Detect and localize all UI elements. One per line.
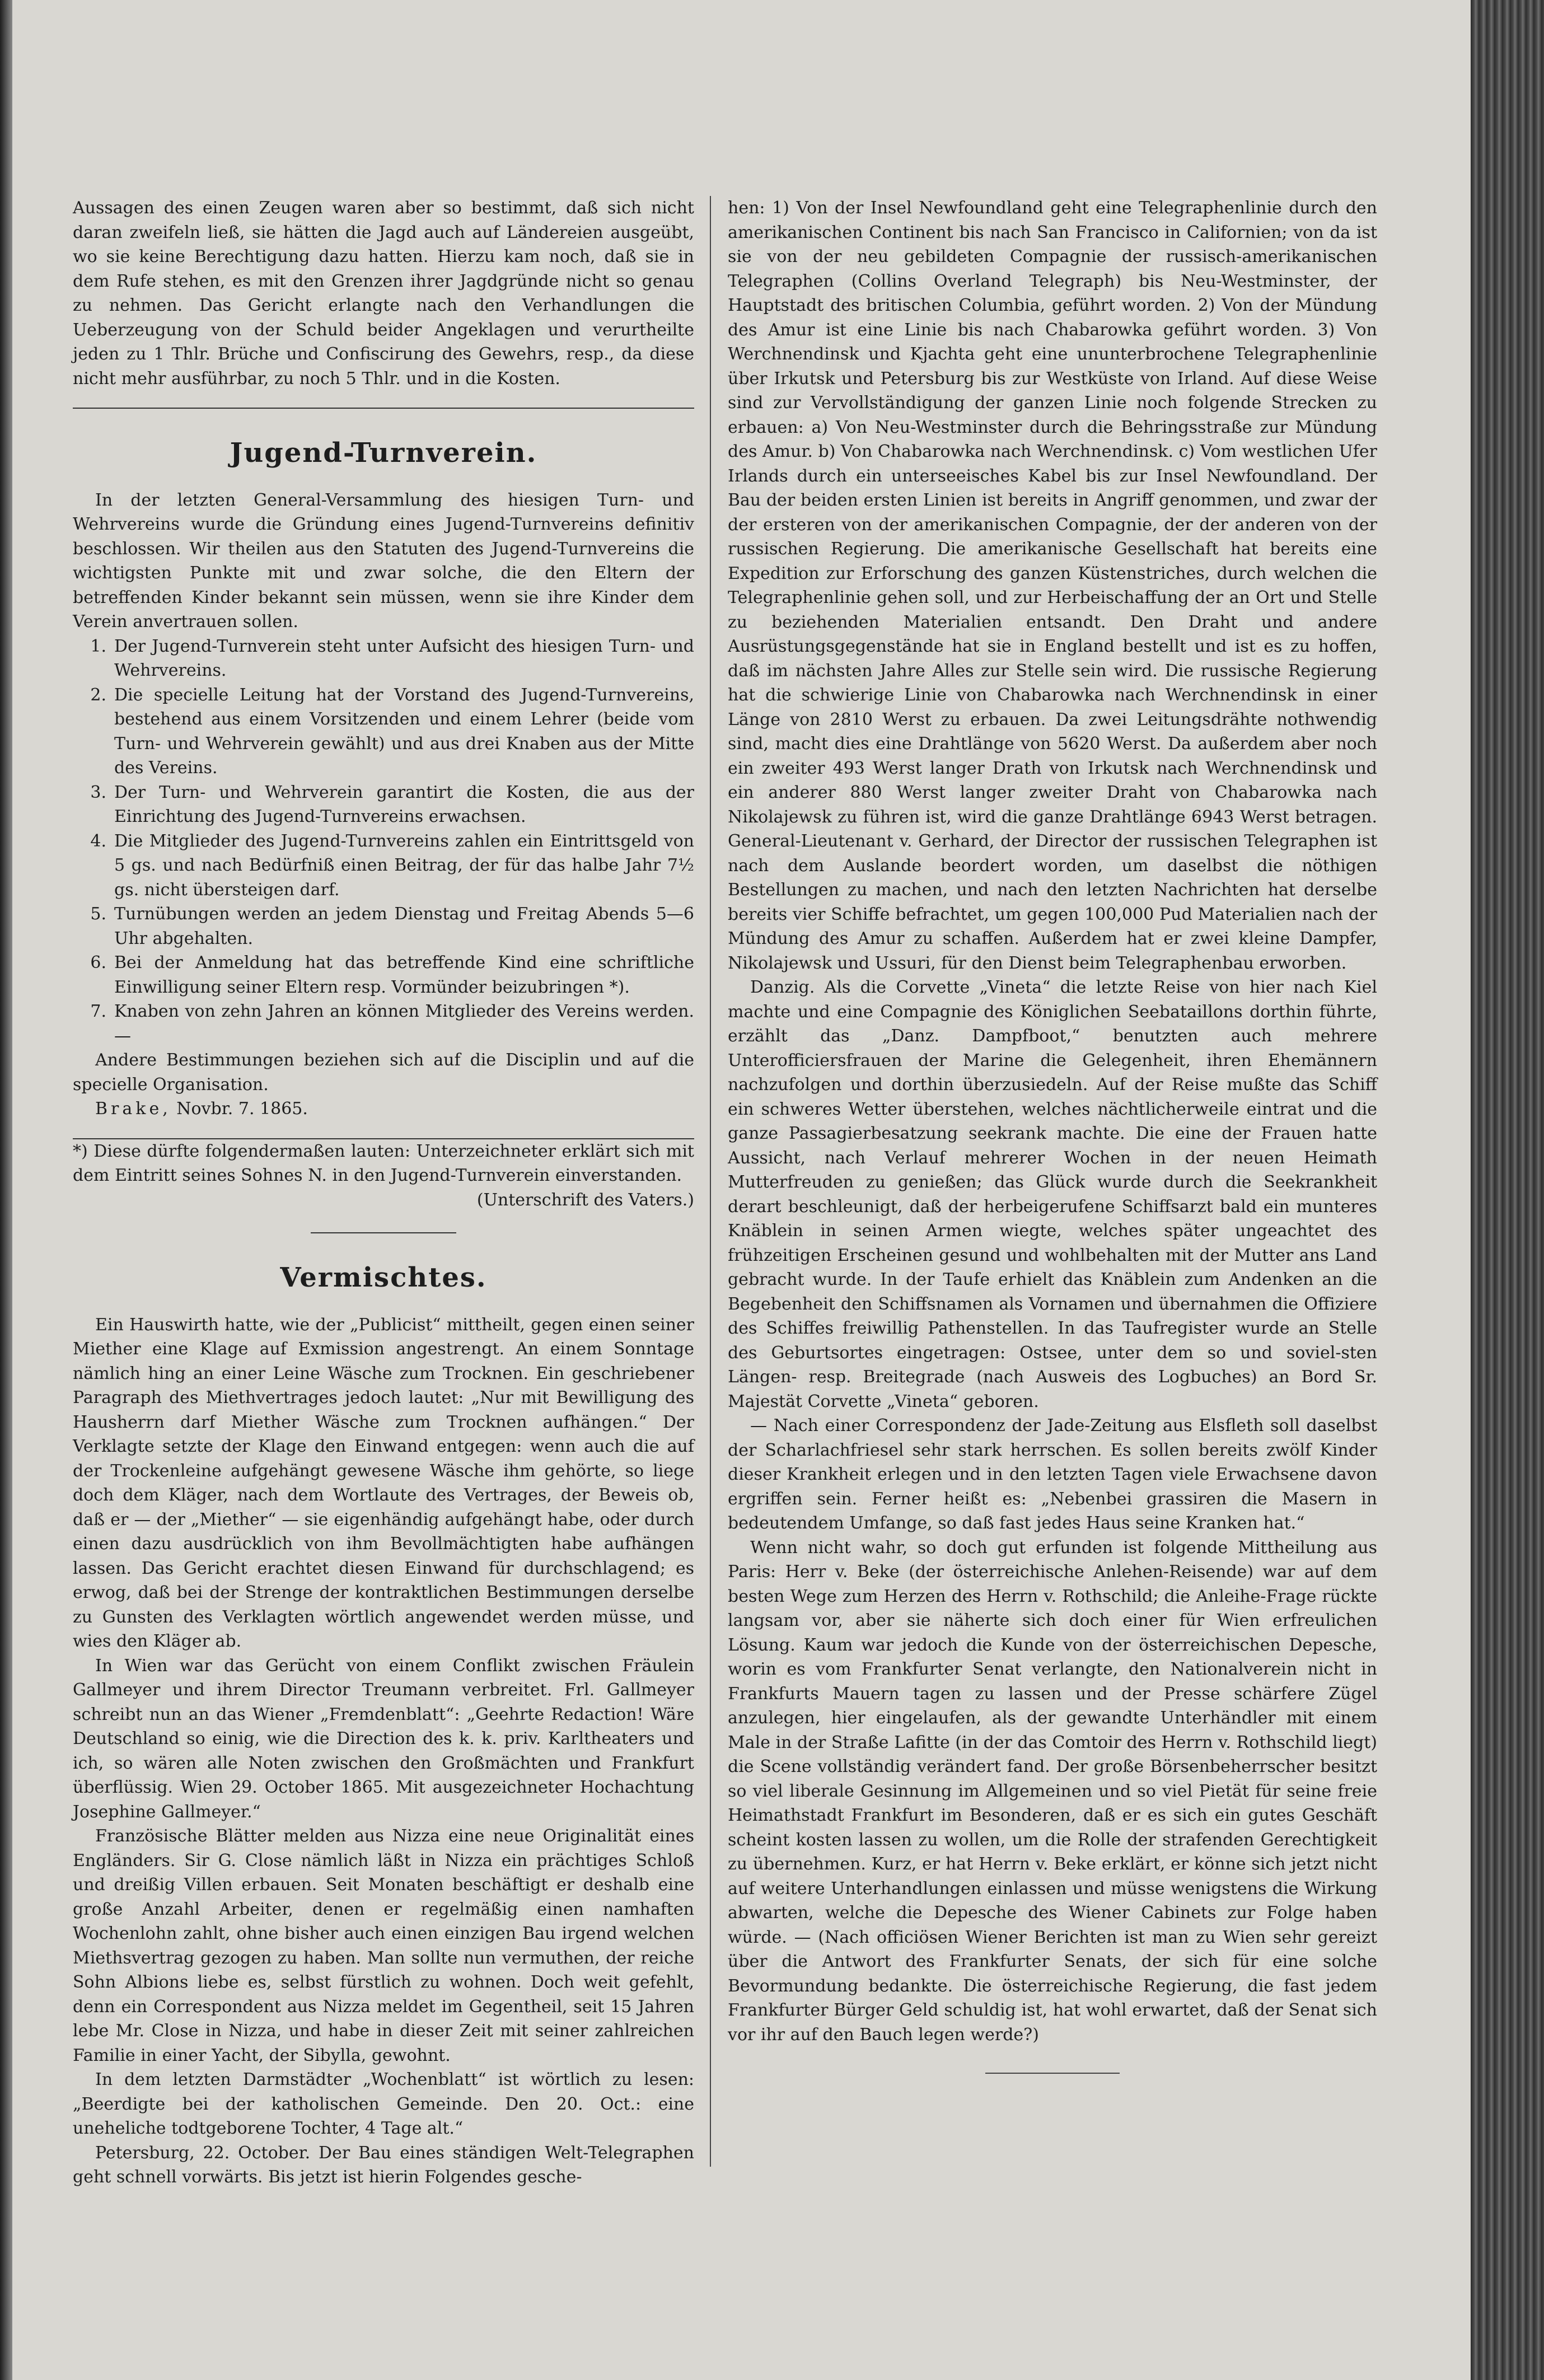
paris-paragraph: Wenn nicht wahr, so doch gut erfunden ist folgende Mittheilung aus Paris: Herr v. Beke (der österreichische Anlehen-Reisende) war auf dem besten Wege zum Herzen des Herrn v. Rothschild; die Anleihe-Frage rückte langsam vor, aber sie näherte sich doch einer für Wien erfreulichen Lösung. Kaum war jedoch die Kunde von der österreichischen Depesche, worin es vom Frankfurter Senat verlangte, den Nationalverein nicht in Frankfurts Mauern tagen zu lassen und der Presse schärfere Zügel anzulegen, hier eingelaufen, als der gewandte Unterhändler mit einem Male in der Straße Lafitte (in der das Comtoir des Herrn v. Rothschild liegt) die Scene vollständig verändert fand. Der große Börsenbeherrscher besitzt so viel liberale Gesinnung im Allgemeinen und so viel Pietät für seine freie Heimathstadt Frankfurt im Besonderen, daß er es sich ein gutes Geschäft scheint kosten lassen zu wollen, um die Rolle der strafenden Gerechtigkeit zu übernehmen. Kurz, er hat Herrn v. Beke erklärt, er könne sich jetzt nicht auf weitere Unterhandlungen einlassen und müsse wenigstens die Wirkung abwarten, welche die Depesche des Wiener Cabinets zur Folge haben würde. — (Nach officiösen Wiener Berichten ist man zu Wien sehr gereizt über die Antwort des Frankfurter Senats, der sich für eine solche Bevormundung bedankte. Die österreichische Regierung, die fast jedem Frankfurter Bürger Geld schuldig ist, hat wohl erwartet, daß der Senat sich vor ihr auf den Bauch legen werde?) (728, 1537, 1377, 2045)
section-divider (73, 408, 694, 409)
footnote-text: *) Diese dürfte folgendermaßen lauten: Unterzeichneter erklärt sich mit dem Eintritt seines Sohnes N. in den Jugend-Turnverein einverstanden. (73, 1141, 694, 1185)
elsfleth-paragraph: — Nach einer Correspondenz der Jade-Zeitung aus Elsfleth soll daselbst der Scharlachfriesel sehr stark herrschen. Es sollen bereits zwölf Kinder dieser Krankheit erlegen und in den letzten Tagen viele Erwachsene davon ergriffen sein. Ferner heißt es: „Nebenbei grassiren die Masern in bedeutendem Umfange, so daß fast jedes Haus seine Kranken hat.“ (728, 1416, 1377, 1533)
misc-paragraph: Petersburg, 22. October. Der Bau eines ständigen Welt-Telegraphen geht schnell vorwärts. Bis jetzt ist hierin Folgendes gesche- (73, 2143, 694, 2187)
statute-text: Bei der Anmeldung hat das betreffende Kind eine schriftliche Einwilligung seiner Eltern resp. Vormünder beizubringen *). (114, 953, 694, 997)
misc-paragraph: In Wien war das Gerücht von einem Conflikt zwischen Fräulein Gallmeyer und ihrem Director Treumann verbreitet. Frl. Gallmeyer schreibt nun an das Wiener „Fremdenblatt“: „Geehrte Redaction! Wäre Deutschland so einig, wie die Direction des k. k. priv. Karltheaters und ich, so wären alle Noten zwischen den Großmächten und Frankfurt überflüssig. Wien 29. October 1865. Mit ausgezeichneter Hochachtung Josephine Gallmeyer.“ (73, 1656, 694, 1822)
left-column (73, 196, 694, 2190)
dateline-place: Brake, (95, 1099, 171, 1119)
opening-paragraph: Aussagen des einen Zeugen waren aber so bestimmt, daß sich nicht daran zweifeln ließ, sie hätten die Jagd auch auf Ländereien ausgeübt, wo sie keine Berechtigung dazu hatten. Hierzu kam noch, daß sie in dem Rufe stehen, es mit den Grenzen ihrer Jagdgründe nicht so genau zu nehmen. Das Gericht erlangte nach den Verhandlungen die Ueberzeugung von der Schuld beider Angeklagen und verurtheilte jeden zu 1 Thlr. Brüche und Confiscirung des Gewehrs, resp., da diese nicht mehr ausführbar, zu noch 5 Thlr. und in die Kosten. (73, 198, 694, 389)
statute-text: Der Turn- und Wehrverein garantirt die Kosten, die aus der Einrichtung des Jugend-Turnvereins erwachsen. (114, 782, 694, 826)
footnote-signature: (Unterschrift des Vaters.) (476, 1190, 694, 1210)
dateline (73, 1097, 694, 1121)
statute-item (73, 780, 694, 829)
statute-number: 7. (90, 1002, 106, 1021)
statute-text: Die Mitglieder des Jugend-Turnvereins zahlen ein Eintrittsgeld von 5 gs. und nach Bedürfniß einen Beitrag, der für das halbe Jahr 7½ gs. nicht übersteigen darf. (114, 831, 694, 900)
misc-paragraph: Französische Blätter melden aus Nizza eine neue Originalität eines Engländers. Sir G. Close nämlich läßt in Nizza ein prächtiges Schloß und dreißig Villen erbauen. Seit Monaten beschäftigt er deshalb eine große Anzahl Arbeiter, denen er regelmäßig einen namhaften Wochenlohn zahlt, ohne bisher auch einen einzigen Bau irgend welchen Miethsvertrag gezogen zu haben. Man sollte nun vermuthen, der reiche Sohn Albions liebe es, selbst fürstlich zu wohnen. Doch weit gefehlt, denn ein Correspondent aus Nizza meldet im Gegentheil, seit 15 Jahren lebe Mr. Close in Nizza, und habe in dieser Zeit mit seiner zahlreichen Familie in einer Yacht, der Sibylla, gewohnt. (73, 1826, 694, 2065)
right-column (728, 196, 1377, 2074)
statute-item (73, 683, 694, 780)
telegraph-paragraph: hen: 1) Von der Insel Newfoundland geht eine Telegraphenlinie durch den amerikanischen Continent bis nach San Francisco in Californien; von da ist sie von der neu gebildeten Compagnie der russisch-amerikanischen Telegraphen (Collins Overland Telegraph) bis Neu-Westminster, der Hauptstadt des britischen Columbia, geführt worden. 2) Von der Mündung des Amur ist eine Linie bis nach Chabarowka geführt worden. 3) Von Werchnendinsk und Kjachta geht eine ununterbrochene Telegraphenlinie über Irkutsk und Petersburg bis zur Westküste von Irland. Auf diese Weise sind zur Vervollständigung der ganzen Linie noch folgende Strecken zu erbauen: a) Von Neu-Westminster durch die Behringsstraße zur Mündung des Amur. b) Von Chabarowka nach Werchnendinsk. c) Vom westlichen Ufer Irlands durch ein unterseeisches Kabel bis zur Insel Newfoundland. Der Bau der beiden ersten Linien ist bereits in Angriff genommen, und zwar der der ersteren von der amerikanischen Compagnie, der der anderen von der russischen Regierung. Die amerikanische Gesellschaft hat bereits eine Expedition zur Erforschung des ganzen Küstenstriches, durch welchen die Telegraphenlinie gehen soll, und zur Herbeischaffung der an Ort und Stelle zu beziehenden Materialien entsandt. Den Draht und andere Ausrüstungsgegenstände hat sie in England bestellt und ist es zu hoffen, daß im nächsten Jahre Alles zur Stelle sein wird. Die russische Regierung hat die schwierige Linie von Chabarowka nach Werchnendinsk in einer Länge von 2810 Werst zu erbauen. Da zwei Leitungsdrähte nothwendig sind, macht dies eine Drahtlänge von 5620 Werst. Da außerdem aber noch ein zweiter 493 Werst langer Drath von Irkutsk nach Werchnendinsk und ein anderer 880 Werst langer zweiter Draht von Chabarowka nach Nikolajewsk zu führen ist, wird die ganze Drahtlänge 6943 Werst betragen. General-Lieutenant v. Gerhard, der Director der russischen Telegraphen ist nach dem Auslande beordert worden, um daselbst die nöthigen Bestellungen zu machen, und nach den letzten Nachrichten hat derselbe bereits vier Schiffe befrachtet, um gegen 100,000 Pud Materialien nach der Mündung des Amur zu schaffen. Außerdem hat er zwei kleine Dampfer, Nikolajewsk und Ussuri, für den Dienst beim Telegraphenbau erworben. (728, 198, 1377, 973)
section-divider (311, 1232, 456, 1233)
statute-item (73, 829, 694, 903)
statute-number: 2. (90, 685, 106, 705)
column-divider (710, 196, 711, 2167)
statute-text: Der Jugend-Turnverein steht unter Aufsicht des hiesigen Turn- und Wehrvereins. (114, 636, 694, 680)
end-rule (985, 2073, 1120, 2074)
statute-number: 5. (90, 904, 106, 924)
statute-list (73, 634, 694, 1049)
misc-paragraph: In dem letzten Darmstädter „Wochenblatt“ ist wörtlich zu lesen: „Beerdigte bei der katholischen Gemeinde. Den 20. Oct.: eine uneheliche todtgeborene Tochter, 4 Tage alt.“ (73, 2070, 694, 2138)
section-title-vermischtes: Vermischtes. (280, 1262, 487, 1293)
book-edge (1471, 0, 1544, 2380)
statute-text: Turnübungen werden an jedem Dienstag und Freitag Abends 5—6 Uhr abgehalten. (114, 904, 694, 948)
statute-number: 4. (90, 831, 106, 851)
statute-text: Knaben von zehn Jahren an können Mitglieder des Vereins werden. — (114, 1002, 694, 1046)
turnverein-closing: Andere Bestimmungen beziehen sich auf die Disciplin und auf die specielle Organisation. (73, 1050, 694, 1095)
statute-item (73, 902, 694, 951)
dateline-date: Novbr. 7. 1865. (176, 1099, 308, 1119)
turnverein-intro: In der letzten General-Versammlung des hiesigen Turn- und Wehrvereins wurde die Gründung eines Jugend-Turnvereins definitiv beschlossen. Wir theilen aus den Statuten des Jugend-Turnvereins die wichtigsten Punkte mit und zwar solche, die den Eltern der betreffenden Kinder bekannt sein müssen, wenn sie ihre Kinder dem Verein anvertrauen sollen. (73, 490, 694, 632)
statute-text: Die specielle Leitung hat der Vorstand des Jugend-Turnvereins, bestehend aus einem Vorsitzenden und einem Lehrer (beide vom Turn- und Wehrverein gewählt) und aus drei Knaben aus der Mitte des Vereins. (114, 685, 694, 778)
statute-item (73, 999, 694, 1048)
footnote (73, 1139, 694, 1213)
statute-number: 1. (90, 636, 106, 656)
statute-item (73, 634, 694, 683)
danzig-paragraph: Danzig. Als die Corvette „Vineta“ die letzte Reise von hier nach Kiel machte und eine Compagnie des Königlichen Seebataillons dorthin führte, erzählt das „Danz. Dampfboot,“ benutzten auch mehrere Unterofficiersfrauen der Marine die Gelegenheit, ihren Ehemännern nachzufolgen und dorthin überzusiedeln. Auf der Reise mußte das Schiff ein schweres Wetter überstehen, welches nächtlicherweile eintrat und die ganze Passagierbesatzung seekrank machte. Die eine der Frauen hatte Aussicht, nach Verlauf mehrerer Wochen in der neuen Heimath Mutterfreuden zu genießen; das Glück wurde durch die Seekrankheit derart beschleunigt, daß der herbeigerufene Schiffsarzt bald ein munteres Knäblein in seinen Armen wiegte, welches später ungeachtet des frühzeitigen Erscheinen gesund und wohlbehalten mit der Mutter ans Land gebracht wurde. In der Taufe erhielt das Knäblein zum Andenken an die Begebenheit den Schiffsnamen als Vornamen und übernahmen die Offiziere des Schiffes freiwillig Pathenstellen. In das Taufregister wurde an Stelle des Geburtsortes eingetragen: Ostsee, unter dem so und soviel-sten Längen- resp. Breitegrade (nach Ausweis des Logbuches) an Bord Sr. Majestät Corvette „Vineta“ geboren. (728, 978, 1377, 1411)
statute-number: 3. (90, 782, 106, 802)
section-title-turnverein: Jugend-Turnverein. (230, 437, 537, 469)
gutter-shadow (0, 0, 12, 2380)
statute-number: 6. (90, 953, 106, 972)
statute-item (73, 951, 694, 999)
misc-paragraph: Ein Hauswirth hatte, wie der „Publicist“ mittheilt, gegen einen seiner Miether eine Klage auf Exmission angestrengt. An einem Sonntage nämlich hing an einer Leine Wäsche zum Trocknen. Ein geschriebener Paragraph des Miethvertrages jedoch lautet: „Nur mit Bewilligung des Hausherrn darf Miether Wäsche zum Trocknen aufhängen.“ Der Verklagte setzte der Klage den Einwand entgegen: wenn auch die auf der Trockenleine aufgehängt gewesene Wäsche ihm gehörte, so liege doch dem Kläger, nach dem Wortlaute des Vertrages, der Beweis ob, daß er — der „Miether“ — sie eigenhändig aufgehängt habe, oder durch einen dazu ausdrücklich von ihm Bevollmächtigten habe aufhängen lassen. Das Gericht erachtet diesen Einwand für durchschlagend; es erwog, daß bei der Strenge der kontraktlichen Bestimmungen derselbe zu Gunsten des Verklagten wörtlich angewendet werden müsse, und wies den Kläger ab. (73, 1315, 694, 1651)
